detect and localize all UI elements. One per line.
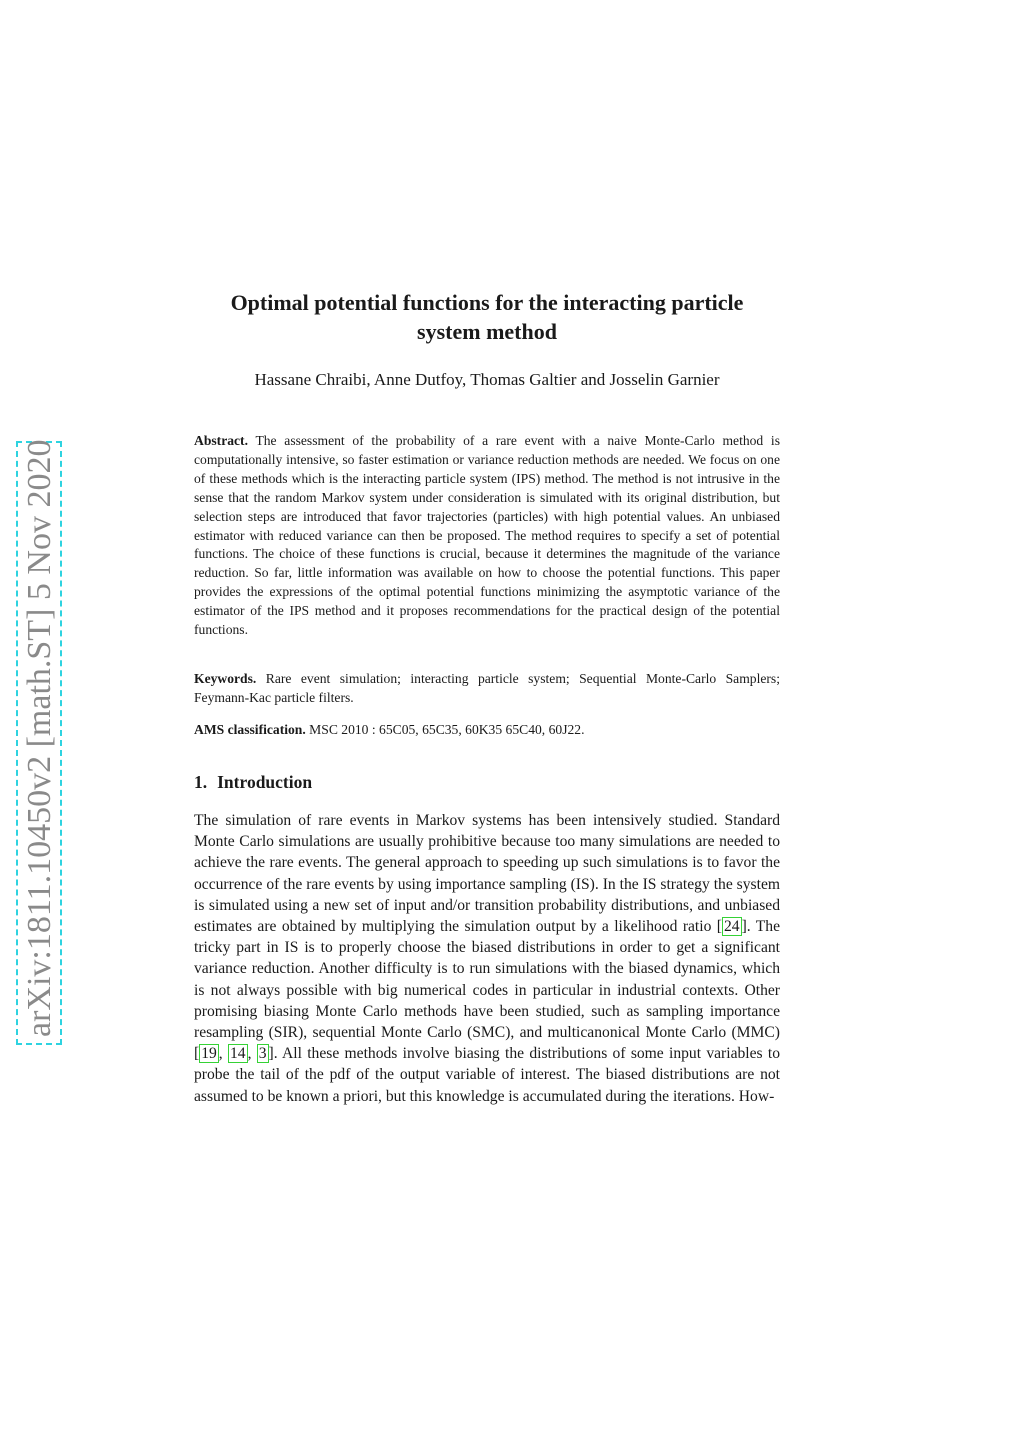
title-line-1: Optimal potential functions for the interacting particle xyxy=(230,290,744,315)
keywords xyxy=(194,670,780,708)
ams-label: AMS classification. xyxy=(194,722,306,737)
intro-text-1: The simulation of rare events in Markov systems has been intensively studied. Standard Monte Carlo simulations are usually prohibitive because too many simulations are needed to achieve the rare events. The general approach to speeding up such simulations is to favor the occurrence of the rare events by using importance sampling (IS). In the IS strategy the system is simulated using a new set of input and/or transition probability distributions, and unbiased estimates are obtained by multiplying the simulation output by a likelihood ratio [ xyxy=(194,812,780,936)
citation-link[interactable]: 19 xyxy=(201,1045,217,1063)
keywords-text: Rare event simulation; interacting particle system; Sequential Monte-Carlo Samplers; Feymann-Kac particle filters. xyxy=(194,671,780,705)
abstract-text: The assessment of the probability of a rare event with a naive Monte-Carlo method is computationally intensive, so faster estimation or variance reduction methods are needed. We focus on one of these methods which is the interacting particle system (IPS) method. The method is not intrusive in the sense that the random Markov system under consideration is simulated with its original distribution, but selection steps are introduced that favor trajectories (particles) with high potential values. An unbiased estimator with reduced variance can then be proposed. The method requires to specify a set of potential functions. The choice of these functions is crucial, because it determines the magnitude of the variance reduction. So far, little information was available on how to choose the potential functions. This paper provides the expressions of the optimal potential functions minimizing the asymptotic variance of the estimator of the IPS method and it proposes recommendations for the practical design of the potential functions. xyxy=(194,433,781,638)
title-line-2: system method xyxy=(417,319,557,344)
abstract xyxy=(194,432,780,640)
author-list: Hassane Chraibi, Anne Dutfoy, Thomas Galtier and Josselin Garnier xyxy=(254,370,720,389)
section-number: 1. xyxy=(194,772,208,792)
citation-link[interactable]: 14 xyxy=(229,1045,246,1063)
paper-title xyxy=(190,288,784,346)
abstract-label: Abstract. xyxy=(194,433,248,448)
introduction-paragraph xyxy=(194,810,780,1107)
ams-text: MSC 2010 : 65C05, 65C35, 60K35 65C40, 60J22. xyxy=(309,722,585,737)
citation-link[interactable]: 24 xyxy=(723,918,740,936)
citation-separator: , xyxy=(247,1045,257,1063)
section-heading-introduction xyxy=(194,771,312,793)
citation-separator: , xyxy=(218,1045,228,1063)
arxiv-stamp[interactable]: arXiv:1811.10450v2 [math.ST] 5 Nov 2020 xyxy=(16,441,62,1045)
intro-text-3: ]. All these methods involve biasing the distributions of some input variables to probe the tail of the pdf of the output variable of interest. The biased distributions are not assumed to be known a priori, but this knowledge is accumulated during the iterations. How- xyxy=(194,1045,781,1105)
keywords-label: Keywords. xyxy=(194,671,257,686)
citation-link[interactable]: 3 xyxy=(258,1045,267,1063)
intro-text-2: ]. The tricky part in IS is to properly choose the biased distributions in order to get a significant variance reduction. Another difficulty is to run simulations with the biased dynamics, which is not always possible with big numerical codes in particular in industrial contexts. Other promising biasing Monte Carlo methods have been studied, such as sampling importance resampling (SIR), sequential Monte Carlo (SMC), and multicanonical Monte Carlo (MMC) [ xyxy=(194,918,780,1063)
section-title: Introduction xyxy=(217,772,313,792)
ams-classification xyxy=(194,721,780,740)
